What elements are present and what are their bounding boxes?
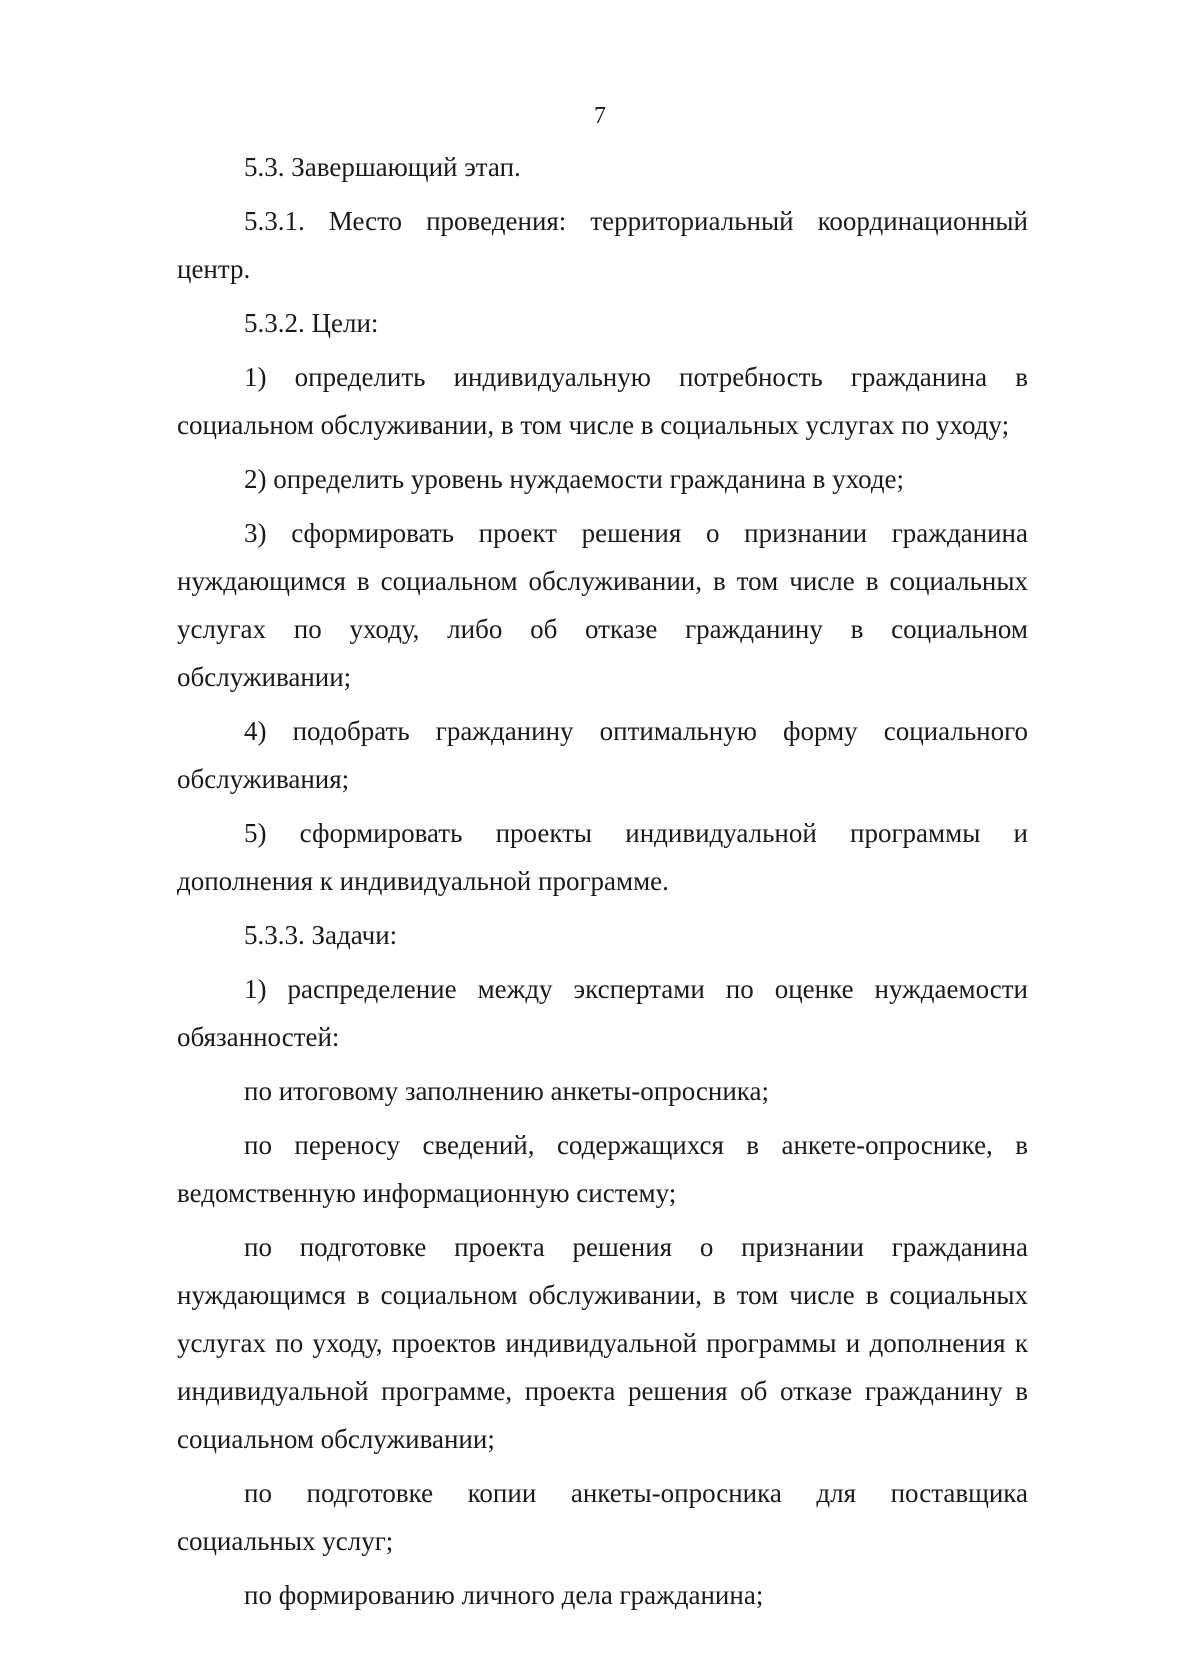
paragraph-task-copy: по подготовке копии анкеты-опросника для поставщика социальных услуг; bbox=[177, 1478, 1028, 1556]
paragraph-goal-3: 3) сформировать проект решения о признании гражданина нуждающимся в социальном обслуживании, в том числе в социальных услугах по уходу, либо об отказе гражданину в социальном обслуживании; bbox=[177, 518, 1028, 692]
paragraph-task-questionnaire: по итоговому заполнению анкеты-опросника; bbox=[244, 1076, 769, 1106]
paragraph-task-personal-file: по формированию личного дела гражданина; bbox=[244, 1580, 764, 1610]
paragraph-goals-heading: 5.3.2. Цели: bbox=[244, 308, 379, 338]
paragraph-goal-1: 1) определить индивидуальную потребность гражданина в социальном обслуживании, в том числе в социальных услугах по уходу; bbox=[177, 362, 1028, 440]
paragraph-venue: 5.3.1. Место проведения: территориальный координационный центр. bbox=[177, 206, 1028, 284]
page-number: 7 bbox=[594, 103, 606, 129]
document-body bbox=[177, 143, 1028, 1625]
paragraph-goal-5: 5) сформировать проекты индивидуальной программы и дополнения к индивидуальной программе. bbox=[177, 818, 1028, 896]
paragraph-task-transfer: по переносу сведений, содержащихся в анкете-опроснике, в ведомственную информационную систему; bbox=[177, 1130, 1028, 1208]
paragraph-tasks-heading: 5.3.3. Задачи: bbox=[244, 920, 398, 950]
paragraph-goal-4: 4) подобрать гражданину оптимальную форму социального обслуживания; bbox=[177, 716, 1028, 794]
paragraph-goal-2: 2) определить уровень нуждаемости гражданина в уходе; bbox=[244, 464, 905, 494]
paragraph-task-1: 1) распределение между экспертами по оценке нуждаемости обязанностей: bbox=[177, 974, 1028, 1052]
paragraph-final-stage-heading: 5.3. Завершающий этап. bbox=[244, 152, 521, 182]
paragraph-task-decision: по подготовке проекта решения о признании гражданина нуждающимся в социальном обслуживании, в том числе в социальных услугах по уходу, проектов индивидуальной программы и дополнения к индивидуальной программе, проекта решения об отказе гражданину в социальном обслуживании; bbox=[177, 1232, 1028, 1454]
